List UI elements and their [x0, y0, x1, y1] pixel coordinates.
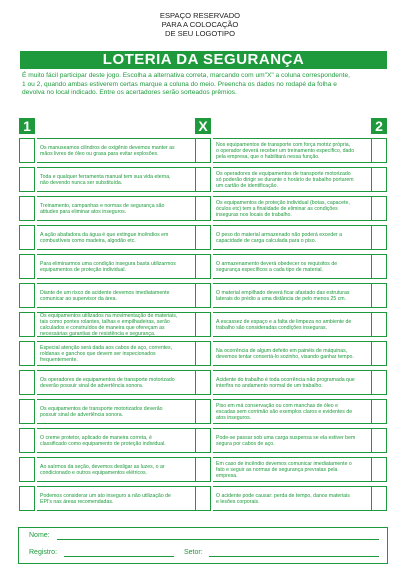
question-left [37, 254, 205, 279]
checkbox-column-1[interactable] [19, 254, 35, 279]
question-right [213, 138, 381, 163]
question-left [37, 428, 205, 453]
question-right-line: escadas sem corrimão são exemplos claros e evidentes de [216, 408, 353, 415]
checkbox-column-1[interactable] [19, 312, 35, 337]
question-left-line: A ação abafadora da água é que extingue incêndios em [40, 231, 169, 238]
footer-form [18, 527, 388, 564]
checkbox-column-1[interactable] [19, 225, 35, 250]
question-left-line: Os equipamentos utilizados na movimentação de materiais, [40, 312, 178, 319]
question-right-line: pela empresa, que o habilitará nessa função. [216, 153, 320, 160]
checkbox-column-x[interactable] [195, 138, 211, 163]
question-right-line: laterais do prédio a uma distância de pelo menos 25 cm. [216, 295, 347, 302]
question-left [37, 312, 205, 337]
question-right-line: e lesões corporais. [216, 498, 260, 505]
question-left-line: roldanas e ganchos que devem ser inspecionados [40, 350, 156, 357]
checkbox-column-1[interactable] [19, 196, 35, 221]
instructions [22, 72, 388, 98]
sector-field[interactable] [209, 556, 379, 557]
checkbox-column-1[interactable] [19, 138, 35, 163]
question-left [37, 225, 205, 250]
checkbox-column-1[interactable] [19, 283, 35, 308]
question-left [37, 370, 205, 395]
question-left-line: frequentemente. [40, 356, 78, 363]
checkbox-column-1[interactable] [19, 428, 35, 453]
question-right-line: segurança específicos a cada tipo de material. [216, 266, 323, 273]
checkbox-column-2[interactable] [371, 370, 387, 395]
question-left-line: classificado como equipamento de proteção individual. [40, 440, 166, 447]
column-x-header: X [195, 118, 211, 134]
checkbox-column-1[interactable] [19, 457, 35, 482]
checkbox-column-2[interactable] [371, 457, 387, 482]
checkbox-column-x[interactable] [195, 486, 211, 511]
page-title: LOTERIA DA SEGURANÇA [20, 51, 387, 69]
checkbox-column-1[interactable] [19, 341, 35, 366]
question-right-line: Nos equipamentos de transporte com força motriz própria, [216, 141, 351, 148]
question-left-line: Os equipamentos de transporte motorizados deverão [40, 405, 163, 412]
checkbox-column-x[interactable] [195, 428, 211, 453]
checkbox-column-1[interactable] [19, 167, 35, 192]
question-right-line: só poderão dirigir se durante o horário de trabalho portarem [216, 176, 354, 183]
question-left-line: Ao saírmos da seção, devemos desligar as luzes, o ar [40, 463, 165, 470]
column-1-header: 1 [19, 118, 35, 134]
checkbox-column-2[interactable] [371, 428, 387, 453]
question-left-line: comunicar ao supervisor da área. [40, 295, 117, 302]
question-left-line: atitudes para eliminar atos inseguros. [40, 208, 127, 215]
checkbox-column-x[interactable] [195, 312, 211, 337]
question-right-line: um cartão de identificação. [216, 182, 278, 189]
question-right-line: atos inseguros. [216, 414, 252, 421]
checkbox-column-2[interactable] [371, 254, 387, 279]
question-left-line: Os operadores de equipamentos de transporte motorizado [40, 376, 175, 383]
question-right [213, 283, 381, 308]
question-right [213, 486, 381, 511]
question-left [37, 486, 205, 511]
question-right [213, 196, 381, 221]
checkbox-column-2[interactable] [371, 138, 387, 163]
question-right [213, 428, 381, 453]
question-right-line: Os operadores de equipamentos de transporte motorizado [216, 170, 351, 177]
question-right-line: Pode-se passar sob uma carga suspensa se ela estiver bem [216, 434, 356, 441]
question-right [213, 399, 381, 424]
sector-label: Setor: [184, 549, 203, 556]
question-right-line: O armazenamento deverá obedecer os requisitos de [216, 260, 338, 267]
instructions-line1: É muito fácil participar deste jogo. Escolha a alternativa correta, marcando com um"X" a coluna correspondente, [22, 72, 350, 79]
question-right-line: Piso em má conservação ou com manchas de óleo e [216, 402, 338, 409]
name-label: Nome: [29, 532, 50, 539]
question-right [213, 341, 381, 366]
question-right-line: interfira no andamento normal de um trabalho. [216, 382, 323, 389]
checkbox-column-2[interactable] [371, 225, 387, 250]
checkbox-column-x[interactable] [195, 196, 211, 221]
question-right-line: O peso do material armazenado não poderá exceder a [216, 231, 343, 238]
question-left [37, 167, 205, 192]
logo-placeholder [100, 11, 300, 38]
column-2-header: 2 [371, 118, 387, 134]
question-right [213, 457, 381, 482]
question-left-line: tais como pontes rolantes, talhas e empilhadeiras, serão [40, 318, 170, 325]
question-right-line: devemos tentar consertá-lo sozinho, visando ganhar tempo. [216, 353, 354, 360]
question-right-line: Na ocorrência de algum defeito em painéis de máquinas, [216, 347, 348, 354]
question-right-line: Acidente do trabalho é toda ocorrência não programada que [216, 376, 355, 383]
question-right-line: A escassez de espaço e a falta de limpeza no ambiente de [216, 318, 352, 325]
question-left [37, 399, 205, 424]
question-right-line: Em caso de incêndio devemos comunicar imediatamente o [216, 460, 352, 467]
instructions-line2: 1 ou 2, quando ambas estiverem certas marque a coluna do meio. Preencha os dados no rodapé da folha e [22, 80, 337, 88]
question-left-line: Para eliminarmos uma condição insegura basta utilizarmos [40, 260, 176, 267]
question-right-line: óculos etc) tem a finalidade de eliminar as condições [216, 205, 338, 212]
question-left-line: equipamentos de proteção individual. [40, 266, 126, 273]
question-right-line: capacidade de carga calculada para o piso. [216, 237, 317, 244]
question-right-line: fato e seguir as normas de segurança prevratas pela [216, 466, 338, 473]
question-right-line: o operador deverá receber um treinamento específico, dado [216, 147, 355, 154]
checkbox-column-x[interactable] [195, 370, 211, 395]
question-left-line: deverão possuir sinal de advertência sonora. [40, 382, 144, 389]
question-left-line: combustíveis como madeira, algodão etc. [40, 237, 136, 244]
question-left-line: mãos livres de óleo ou graxa para evitar explosões. [40, 150, 159, 157]
checkbox-column-2[interactable] [371, 196, 387, 221]
registry-label: Registro: [29, 549, 58, 556]
name-field[interactable] [57, 539, 379, 540]
checkbox-column-x[interactable] [195, 225, 211, 250]
checkbox-column-x[interactable] [195, 283, 211, 308]
question-left [37, 341, 205, 366]
question-right [213, 167, 381, 192]
question-left [37, 283, 205, 308]
question-left-line: Toda e qualquer ferramenta manual tem sua vida eterna, [40, 173, 171, 180]
question-right-line: segura por cabos de aço. [216, 440, 275, 447]
question-right [213, 225, 381, 250]
checkbox-column-1[interactable] [19, 370, 35, 395]
question-left-line: Os manuseamos cilindros de oxigênio devemos manter as [40, 144, 175, 151]
checkbox-column-1[interactable] [19, 399, 35, 424]
question-left-line: necessárias garantias de resistência e segurança. [40, 330, 156, 337]
checkbox-column-x[interactable] [195, 167, 211, 192]
checkbox-column-x[interactable] [195, 341, 211, 366]
checkbox-column-2[interactable] [371, 486, 387, 511]
question-right-line: Os equipamentos de proteção individual (botas, capacete, [216, 199, 350, 206]
logo-placeholder-line3: DE SEU LOGOTIPO [164, 29, 236, 38]
question-left-line: O creme protetor, aplicado de maneira correta, é [40, 434, 152, 441]
question-right-line: empresa. [216, 472, 238, 479]
checkbox-column-x[interactable] [195, 457, 211, 482]
checkbox-column-2[interactable] [371, 341, 387, 366]
question-left-line: calculados e construídos de maneira que ofereçam as [40, 324, 165, 331]
checkbox-column-1[interactable] [19, 486, 35, 511]
question-right-line: inseguras nos locais de trabalho. [216, 211, 292, 218]
question-right-line: O acidente pode causar: perda de tempo, danos materiais [216, 492, 350, 499]
question-left-line: Podemos considerar um ato inseguro a não utilização de [40, 492, 171, 499]
question-right [213, 312, 381, 337]
question-left [37, 138, 205, 163]
question-left-line: não devendo nunca ser substituída. [40, 179, 123, 186]
question-left-line: Diante de um risco de acidente devemos imediatamente [40, 289, 170, 296]
question-right [213, 254, 381, 279]
checkbox-column-x[interactable] [195, 254, 211, 279]
logo-placeholder-line1: ESPAÇO RESERVADO [159, 11, 241, 20]
question-left-line: possuir sinal de advertência sonora. [40, 411, 124, 418]
question-right-line: trabalho são consideradas condições inseguras. [216, 324, 328, 331]
question-right [213, 370, 381, 395]
question-left-line: EPI's nas áreas recomendadas. [40, 498, 114, 505]
question-left [37, 196, 205, 221]
logo-placeholder-line2: PARA A COLOCAÇÃO [161, 20, 239, 29]
question-right-line: O material empilhado deverá ficar afastado das estruturas [216, 289, 350, 296]
checkbox-column-2[interactable] [371, 283, 387, 308]
checkbox-column-x[interactable] [195, 399, 211, 424]
instructions-line3: devolva no local indicado. Entre os acertadores serão sorteados prêmios. [22, 89, 237, 97]
question-left-line: Especial atenção será dada aos cabos de aço, correntes, [40, 344, 173, 351]
checkbox-column-2[interactable] [371, 399, 387, 424]
registry-field[interactable] [64, 556, 174, 557]
checkbox-column-2[interactable] [371, 312, 387, 337]
question-left-line: condicionado e outros equipamentos elétricos. [40, 469, 147, 476]
checkbox-column-2[interactable] [371, 167, 387, 192]
question-left [37, 457, 205, 482]
question-left-line: Treinamento, campanhas e normas de segurança são [40, 202, 165, 209]
